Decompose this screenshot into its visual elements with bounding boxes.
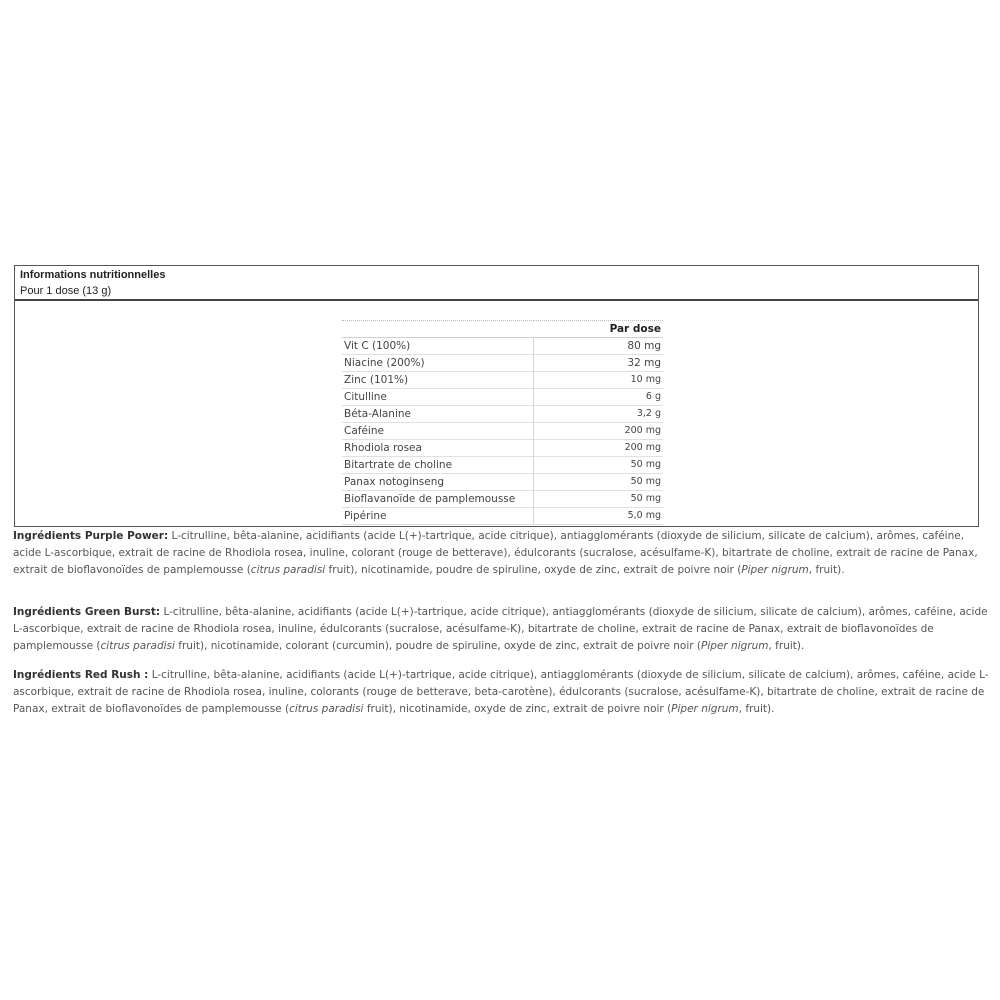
nutrient-name: Béta-Alanine [342, 406, 534, 423]
ingredients-label: Ingrédients Purple Power: [13, 530, 169, 542]
nutrition-title: Informations nutritionnelles [20, 269, 166, 281]
nutrition-panel [14, 265, 979, 527]
ingredient-text: fruit), nicotinamide, poudre de spiruline, oxyde de zinc, extrait de poivre noir ( [325, 564, 742, 576]
nutrient-value: 3,2 g [534, 406, 664, 423]
nutrient-value: 6 g [534, 389, 664, 406]
ingredients-label: Ingrédients Red Rush : [13, 669, 149, 681]
ingredient-italic-text: Piper nigrum [671, 703, 739, 715]
ingredient-italic-text: citrus paradisi [289, 703, 364, 715]
ingredient-italic-text: Piper nigrum [701, 640, 769, 652]
nutrient-name: Niacine (200%) [342, 355, 534, 372]
nutrient-value: 80 mg [534, 338, 664, 355]
nutrient-value: 5,0 mg [534, 508, 664, 525]
nutrient-value: 200 mg [534, 440, 664, 457]
table-header-row [342, 321, 663, 338]
nutrient-value: 10 mg [534, 372, 664, 389]
ingredient-italic-text: citrus paradisi [100, 640, 175, 652]
nutrition-header [15, 266, 978, 301]
ingredient-text: L-citrulline, bêta-alanine, acidifiants (acide L(+)-tartrique, acide citrique), antiagglomérants (dioxyde de silicium, silicate de calcium), arômes, caféine, acide L-ascorbique, extrait de racine de Rhodiola rosea, inuline, colorants (rouge de betterave, beta-carotène), édulcorants (sucralose, acésulfame-K), bitartrate de choline, extrait de racine de Panax, extrait de bioflavonoïdes de pamplemousse ( [13, 669, 989, 715]
table-row [342, 338, 663, 355]
header-blank [342, 321, 534, 338]
nutrient-name: Zinc (101%) [342, 372, 534, 389]
ingredients-label: Ingrédients Green Burst: [13, 606, 161, 618]
nutrient-name: Pipérine [342, 508, 534, 525]
nutrient-value: 50 mg [534, 474, 664, 491]
table-row [342, 389, 663, 406]
nutrient-name: Rhodiola rosea [342, 440, 534, 457]
table-row [342, 508, 663, 525]
nutrient-name: Bioflavanoïde de pamplemousse [342, 491, 534, 508]
nutrient-value: 50 mg [534, 491, 664, 508]
ingredient-text: L-citrulline, bêta-alanine, acidifiants (acide L(+)-tartrique, acide citrique), antiagglomérants (dioxyde de silicium, silicate de calcium), arômes, caféine, acide L-ascorbique, extrait de racine de Rhodiola rosea, inuline, colorant (rouge de betterave), édulcorants (sucralose, acésulfame-K), bitartrate de choline, extrait de racine de Panax, extrait de bioflavonoïdes de pamplemousse ( [13, 530, 978, 576]
nutrient-value: 200 mg [534, 423, 664, 440]
nutrient-value: 32 mg [534, 355, 664, 372]
table-row [342, 423, 663, 440]
table-row [342, 457, 663, 474]
nutrient-name: Panax notoginseng [342, 474, 534, 491]
nutrition-table [342, 320, 663, 525]
ingredient-italic-text: citrus paradisi [250, 564, 326, 576]
ingredients-purple-power [13, 528, 991, 579]
table-row [342, 440, 663, 457]
ingredient-text: fruit), nicotinamide, oxyde de zinc, extrait de poivre noir ( [363, 703, 672, 715]
nutrient-name: Bitartrate de choline [342, 457, 534, 474]
serving-size: Pour 1 dose (13 g) [20, 285, 112, 297]
table-row [342, 406, 663, 423]
nutrient-name: Vit C (100%) [342, 338, 534, 355]
ingredient-text: , fruit). [808, 564, 845, 576]
ingredient-text: , fruit). [738, 703, 775, 715]
nutrient-value: 50 mg [534, 457, 664, 474]
ingredients-green-burst [13, 604, 991, 655]
nutrient-name: Caféine [342, 423, 534, 440]
ingredient-italic-text: Piper nigrum [741, 564, 809, 576]
nutrition-table-body [342, 338, 663, 525]
ingredient-text: L-citrulline, bêta-alanine, acidifiants (acide L(+)-tartrique, acide citrique), antiagglomérants (dioxyde de silicium, silicate de calcium), arômes, caféine, acide L-ascorbique, extrait de racine de Rhodiola rosea, inuline, édulcorants (sucralose, acésulfame-K), bitartrate de choline, extrait de racine de Panax, extrait de bioflavonoïdes de pamplemousse ( [13, 606, 988, 652]
nutrient-name: Citulline [342, 389, 534, 406]
table-row [342, 474, 663, 491]
table-row [342, 355, 663, 372]
ingredient-text: fruit), nicotinamide, colorant (curcumin), poudre de spiruline, oxyde de zinc, extrait de poivre noir ( [174, 640, 702, 652]
header-per-dose: Par dose [534, 321, 664, 338]
ingredients-red-rush [13, 667, 991, 718]
table-row [342, 372, 663, 389]
table-row [342, 491, 663, 508]
ingredient-text: , fruit). [768, 640, 805, 652]
